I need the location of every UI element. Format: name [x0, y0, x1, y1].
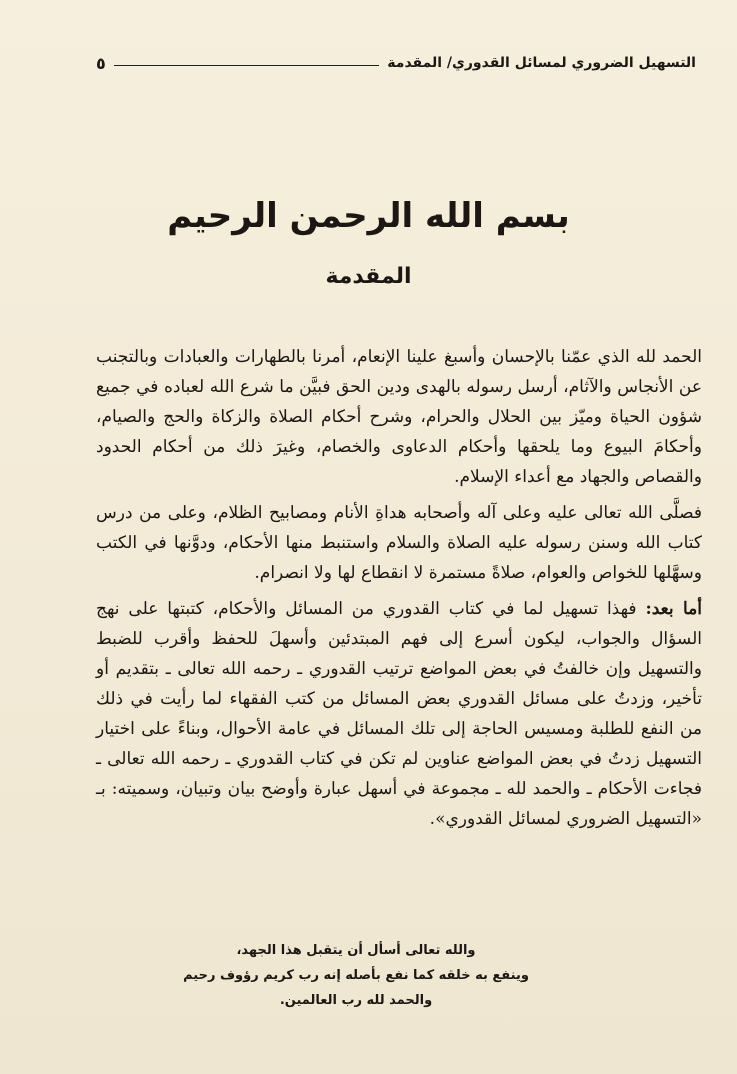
closing-prayer [96, 938, 616, 1013]
header-title: التسهيل الضروري لمسائل القدوري/ المقدمة [387, 55, 696, 71]
page-number: ٥ [96, 53, 106, 73]
closing-line-2: وينفع به خلقه كما نفع بأصله إنه رب كريم رؤوف رحيم [183, 968, 529, 983]
section-title: المقدمة [325, 264, 412, 289]
basmala-heading: بسم الله الرحمن الرحيم [167, 196, 570, 236]
paragraph-1: الحمد لله الذي عمّنا بالإحسان وأسبغ علينا الإنعام، أمرنا بالطهارات والعبادات وبالتجنب عن الأنجاس والآثام، أرسل رسوله بالهدى ودين الحق فبيَّن ما شرع الله لعباده في جميع شؤون الحياة وميّز بين الحلال والحرام، وشرح أحكام الصلاة والزكاة والحج والصيام، وأحكامَ البيوع وما يلحقها وأحكام الدعاوى والخصام، وغيرَ ذلك من أحكام الحدود والقصاص والجهاد مع أعداء الإسلام. [96, 347, 702, 487]
closing-line-3: والحمد لله رب العالمين. [279, 993, 433, 1008]
paragraph-3 [96, 594, 702, 834]
paragraph-2: فصلَّى الله تعالى عليه وعلى آله وأصحابه هداةِ الأنام ومصابيح الظلام، وعلى من درس كتاب الله وسنن رسوله عليه الصلاة والسلام واستنبط منها الأحكام، ودوَّنها في الكتب وسهَّلها للخواص والعوام، صلاةً مستمرة لا انقطاع لها ولا انصرام. [96, 503, 702, 583]
paragraph-3-lead: أما بعد: [645, 599, 702, 619]
paragraph-3-text: فهذا تسهيل لما في كتاب القدوري من المسائل والأحكام، كتبتها على نهج السؤال والجواب، ليكون أسرع إلى فهم المبتدئين وأسهلَ للحفظ وأقرب للضبط والتسهيل وإن خالفتُ في بعض المواضع ترتيب القدوري ـ رحمه الله تعالى ـ بتقديم أو تأخير، وزدتُ على مسائل القدوري بعض المسائل من كتب الفقهاء لما رأيت في ذلك من النفع للطلبة ومسيس الحاجة إلى تلك المسائل في عامة الأحوال، وبناءً على اختيار التسهيل زدتُ في بعض المواضع عناوين لم تكن في كتاب القدوري ـ رحمه الله تعالى ـ فجاءت الأحكام ـ والحمد لله ـ مجموعة في أسهل عبارة وأوضح بيان وتبيان، وسميته: بـ «التسهيل الضروري لمسائل القدوري». [96, 599, 702, 829]
closing-line-1: والله تعالى أسأل أن يتقبل هذا الجهد، [236, 943, 476, 958]
header-rule [114, 65, 380, 66]
running-header [96, 52, 696, 74]
body-text [96, 342, 702, 840]
